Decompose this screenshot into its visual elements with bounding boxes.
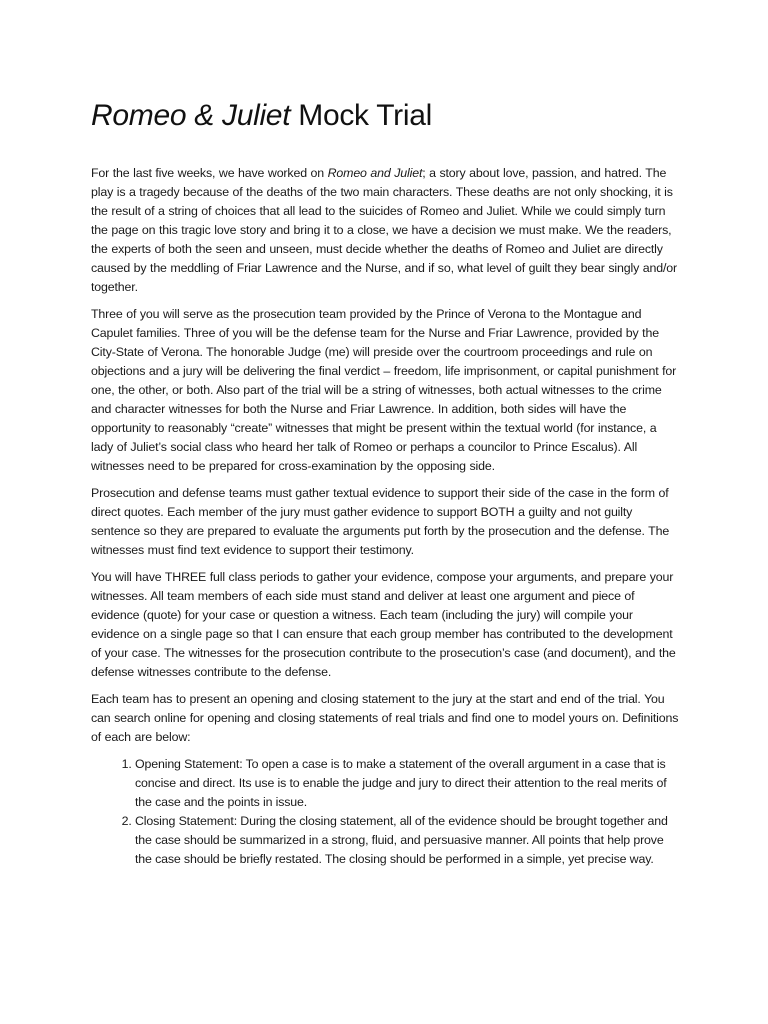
document-page xyxy=(91,96,681,869)
roles-paragraph: Three of you will serve as the prosecution team provided by the Prince of Verona to the Montague and Capulet families. Three of you will be the defense team for the Nurse and Friar Lawrence, provided by the City-State of Verona. The honorable Judge (me) will preside over the courtroom proceedings and rule on objections and a jury will be delivering the final verdict – freedom, life imprisonment, or capital punishment for one, the other, or both. Also part of the trial will be a string of witnesses, both actual witnesses to the crime and character witnesses for both the Nurse and Friar Lawrence. In addition, both sides will have the opportunity to reasonably “create” witnesses that might be present within the textual world (for instance, a lady of Juliet’s social class who heard her talk of Romeo or perhaps a councilor to Prince Escalus). All witnesses need to be prepared for cross-examination by the opposing side. xyxy=(91,307,677,473)
schedule-paragraph: You will have THREE full class periods to gather your evidence, compose your arguments, and prepare your witnesses. All team members of each side must stand and deliver at least one argument and piece of evidence (quote) for your case or question a witness. Each team (including the jury) will compile your evidence on a single page so that I can ensure that each group member has contributed to the development of your case. The witnesses for the prosecution contribute to the prosecution’s case (and document), and the defense witnesses contribute to the defense. xyxy=(91,570,676,679)
intro-text-start: For the last five weeks, we have worked on xyxy=(91,166,328,180)
title-italic-part: Romeo & Juliet xyxy=(91,99,291,132)
play-title-emphasis: Romeo and Juliet xyxy=(327,166,423,180)
definition-item-opening: 1. Opening Statement: To open a case is to make a statement of the overall argument in a case that is concise and direct. Its use is to enable the judge and jury to direct their attention to the real merits of the case and the points in issue. xyxy=(135,755,681,812)
document-title xyxy=(91,96,681,136)
definitions-list xyxy=(91,755,681,869)
statements-paragraph: Each team has to present an opening and closing statement to the jury at the start and end of the trial. You can search online for opening and closing statements of real trials and find one to model yours on. Definitions of each are below: xyxy=(91,692,679,744)
evidence-paragraph: Prosecution and defense teams must gather textual evidence to support their side of the case in the form of direct quotes. Each member of the jury must gather evidence to support BOTH a guilty and not guilty sentence so they are prepared to evaluate the arguments put forth by the prosecution and the defense. The witnesses must find text evidence to support their testimony. xyxy=(91,486,670,557)
definition-item-closing: 2. Closing Statement: During the closing statement, all of the evidence should be brought together and the case should be summarized in a strong, fluid, and persuasive manner. All points that help prove the case should be briefly restated. The closing should be performed in a simple, yet precise way. xyxy=(135,812,681,869)
intro-text-end: ; a story about love, passion, and hatred. The play is a tragedy because of the deaths of the two main characters. These deaths are not only shocking, it is the result of a string of choices that all lead to the suicides of Romeo and Juliet. While we could simply turn the page on this tragic love story and bring it to a close, we have a decision we must make. We the readers, the experts of both the seen and unseen, must decide whether the deaths of Romeo and Juliet are directly caused by the meddling of Friar Lawrence and the Nurse, and if so, what level of guilt they bear singly and/or together. xyxy=(91,166,677,294)
intro-paragraph xyxy=(91,164,681,297)
title-rest: Mock Trial xyxy=(290,99,432,132)
